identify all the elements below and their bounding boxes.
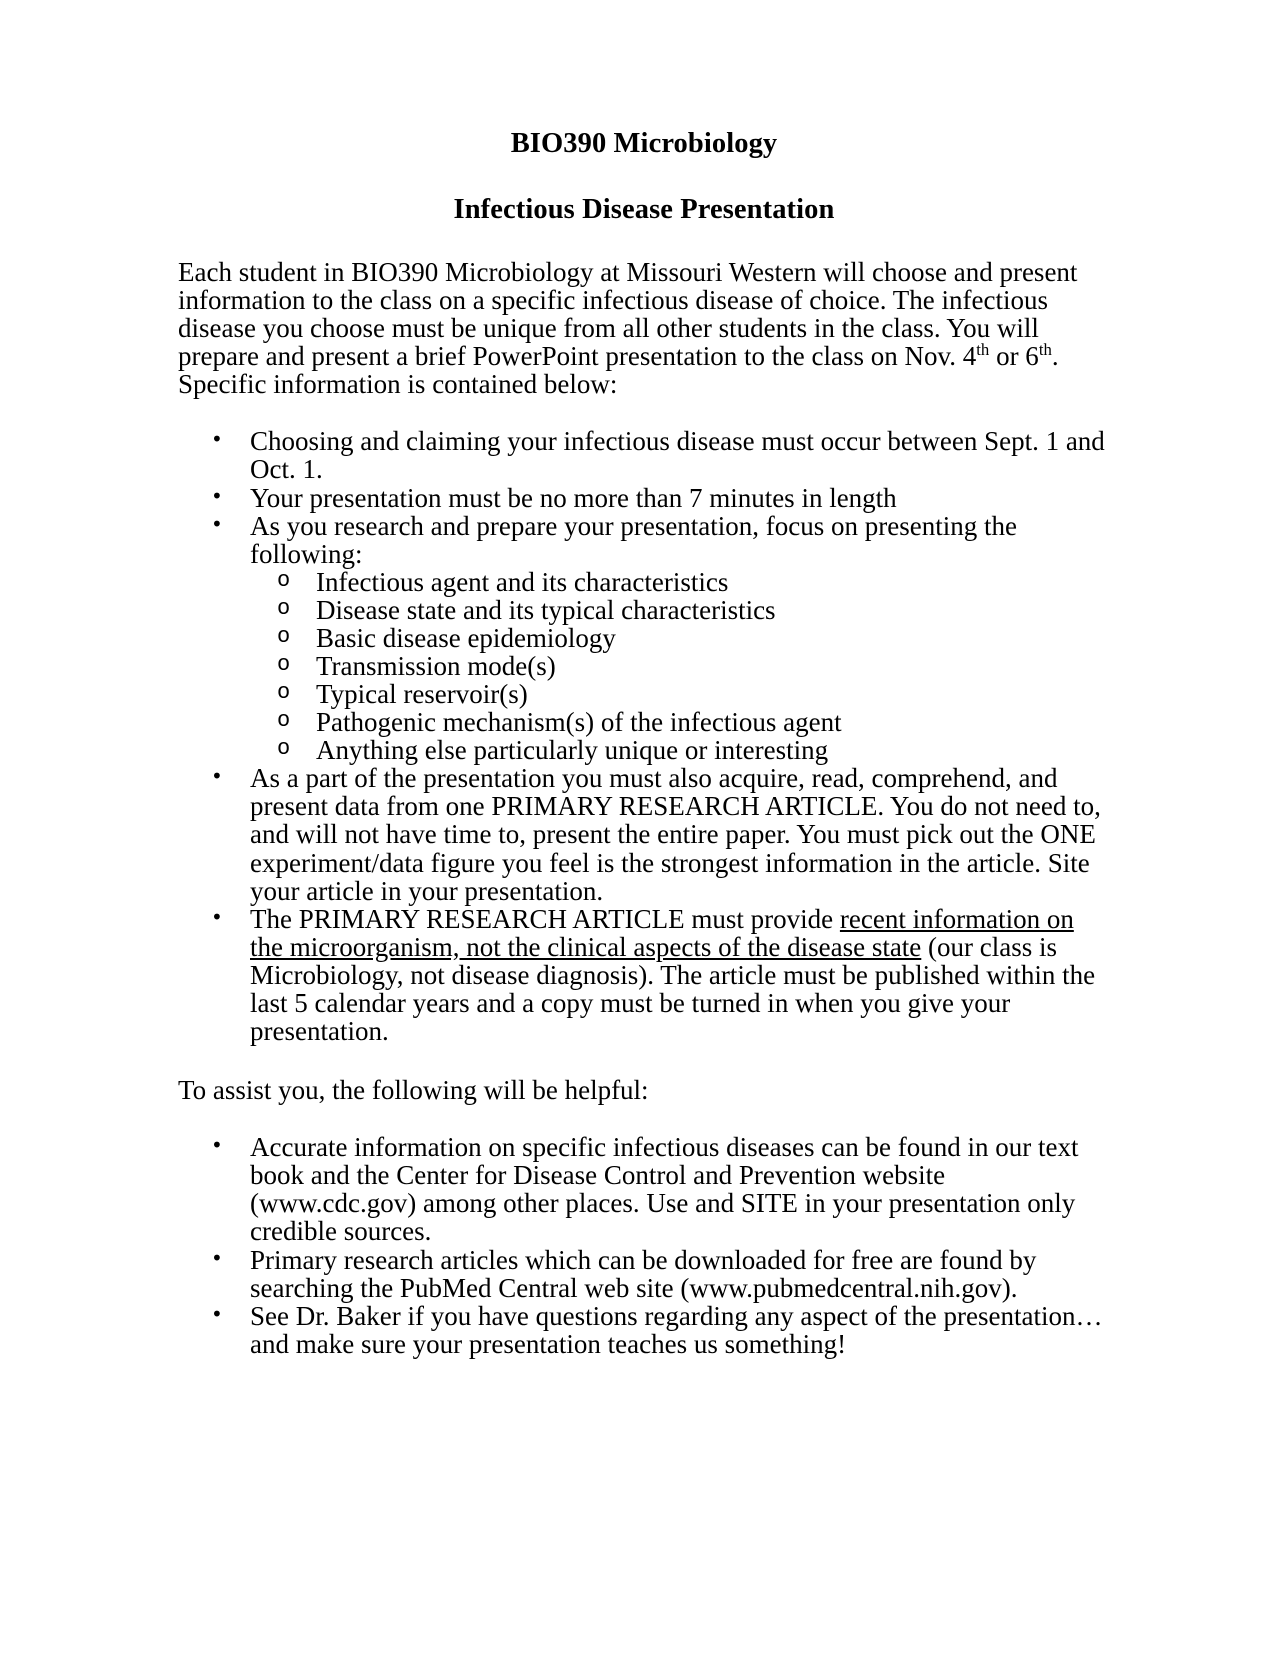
resources-spacer bbox=[178, 1104, 1110, 1133]
section-spacer bbox=[178, 1045, 1110, 1076]
bullet-icon: • bbox=[211, 427, 223, 452]
list-item-text: As you research and prepare your presentation, focus on presenting the following: bbox=[250, 510, 1017, 569]
list-item-text: Anything else particularly unique or interesting bbox=[316, 735, 829, 766]
circle-bullet-icon: o bbox=[277, 567, 291, 593]
intro-text-part-3: . Specific information is contained below: bbox=[178, 341, 1059, 400]
assistance-lead-paragraph: To assist you, the following will be helpful: bbox=[178, 1075, 649, 1106]
intro-superscript-1: th bbox=[976, 340, 990, 360]
list-item bbox=[178, 1246, 1110, 1302]
course-title: BIO390 Microbiology bbox=[510, 128, 778, 159]
list-item bbox=[178, 1302, 1110, 1358]
requirements-list bbox=[178, 427, 1110, 567]
article-requirements-list bbox=[178, 764, 1110, 1045]
intro-text-part-2: or 6 bbox=[989, 341, 1039, 372]
list-item-text: Basic disease epidemiology bbox=[316, 622, 616, 653]
list-item bbox=[178, 427, 1110, 483]
list-item-text bbox=[250, 904, 1095, 1046]
list-item-text: Primary research articles which can be downloaded for free are found by searching the PubMed Central web site (www.pubmedcentral.nih.gov). bbox=[250, 1244, 1037, 1303]
bullet-icon: • bbox=[211, 1245, 223, 1270]
title-spacer bbox=[178, 159, 1110, 196]
list-item-text: Pathogenic mechanism(s) of the infectious agent bbox=[316, 707, 842, 738]
list-item bbox=[178, 1133, 1110, 1245]
list-item bbox=[178, 708, 1110, 736]
resources-list bbox=[178, 1133, 1110, 1358]
circle-bullet-icon: o bbox=[277, 708, 291, 734]
list-item-text: Choosing and claiming your infectious disease must occur between Sept. 1 and Oct. 1. bbox=[250, 426, 1105, 485]
list-item-text: Your presentation must be no more than 7 minutes in length bbox=[250, 482, 897, 513]
list-item bbox=[178, 764, 1110, 904]
list-spacer-top bbox=[178, 398, 1110, 427]
circle-bullet-icon: o bbox=[277, 736, 291, 762]
list-item-text: Infectious agent and its characteristics bbox=[316, 566, 729, 597]
list-item bbox=[178, 680, 1110, 708]
bullet-icon: • bbox=[211, 1301, 223, 1326]
intro-superscript-2: th bbox=[1038, 340, 1052, 360]
bullet-icon: • bbox=[211, 764, 223, 789]
list-item-text: Transmission mode(s) bbox=[316, 651, 556, 682]
list-item bbox=[178, 568, 1110, 596]
list-item bbox=[178, 736, 1110, 764]
circle-bullet-icon: o bbox=[277, 652, 291, 678]
bullet-icon: • bbox=[211, 511, 223, 536]
emphasized-requirement: recent information on the microorganism, not the clinical aspects of the disease state bbox=[250, 903, 1074, 962]
list-item-text: Accurate information on specific infectious diseases can be found in our text book and the Center for Disease Control and Prevention website (www.cdc.gov) among other places. Use and SITE in your presentation only credible sources. bbox=[250, 1132, 1079, 1247]
list-item bbox=[178, 905, 1110, 1045]
circle-bullet-icon: o bbox=[277, 680, 291, 706]
list-item-text: Disease state and its typical characteristics bbox=[316, 594, 776, 625]
assignment-title: Infectious Disease Presentation bbox=[453, 193, 835, 225]
bullet-icon: • bbox=[211, 1133, 223, 1158]
intro-text-part-1: Each student in BIO390 Microbiology at Missouri Western will choose and present information to the class on a specific infectious disease of choice. The infectious disease you choose must be unique from all other students in the class. You will prepare and present a brief PowerPoint presentation to the class on Nov. 4 bbox=[178, 257, 1078, 372]
article-text-part-1: The PRIMARY RESEARCH ARTICLE must provide bbox=[250, 903, 840, 934]
list-item bbox=[178, 596, 1110, 624]
list-item bbox=[178, 652, 1110, 680]
list-item bbox=[178, 624, 1110, 652]
list-item-text: See Dr. Baker if you have questions regarding any aspect of the presentation… and make sure your presentation teaches us something! bbox=[250, 1300, 1103, 1359]
list-item bbox=[178, 512, 1110, 568]
list-item-text: As a part of the presentation you must also acquire, read, comprehend, and present data from one PRIMARY RESEARCH ARTICLE. You do not need to, and will not have time to, present the entire paper. You must pick out the ONE experiment/data figure you feel is the strongest information in the article. Site your article in your presentation. bbox=[250, 763, 1101, 906]
circle-bullet-icon: o bbox=[277, 623, 291, 649]
bullet-icon: • bbox=[211, 904, 223, 929]
presentation-topics-list bbox=[178, 568, 1110, 765]
list-item bbox=[178, 484, 1110, 512]
intro-spacer bbox=[178, 224, 1110, 258]
list-item-text: Typical reservoir(s) bbox=[316, 679, 528, 710]
bullet-icon: • bbox=[211, 483, 223, 508]
article-text-part-2: (our class is Microbiology, not disease diagnosis). The article must be published within the last 5 calendar years and a copy must be turned in when you give your presentation. bbox=[250, 931, 1096, 1047]
circle-bullet-icon: o bbox=[277, 595, 291, 621]
intro-paragraph bbox=[178, 258, 1110, 398]
